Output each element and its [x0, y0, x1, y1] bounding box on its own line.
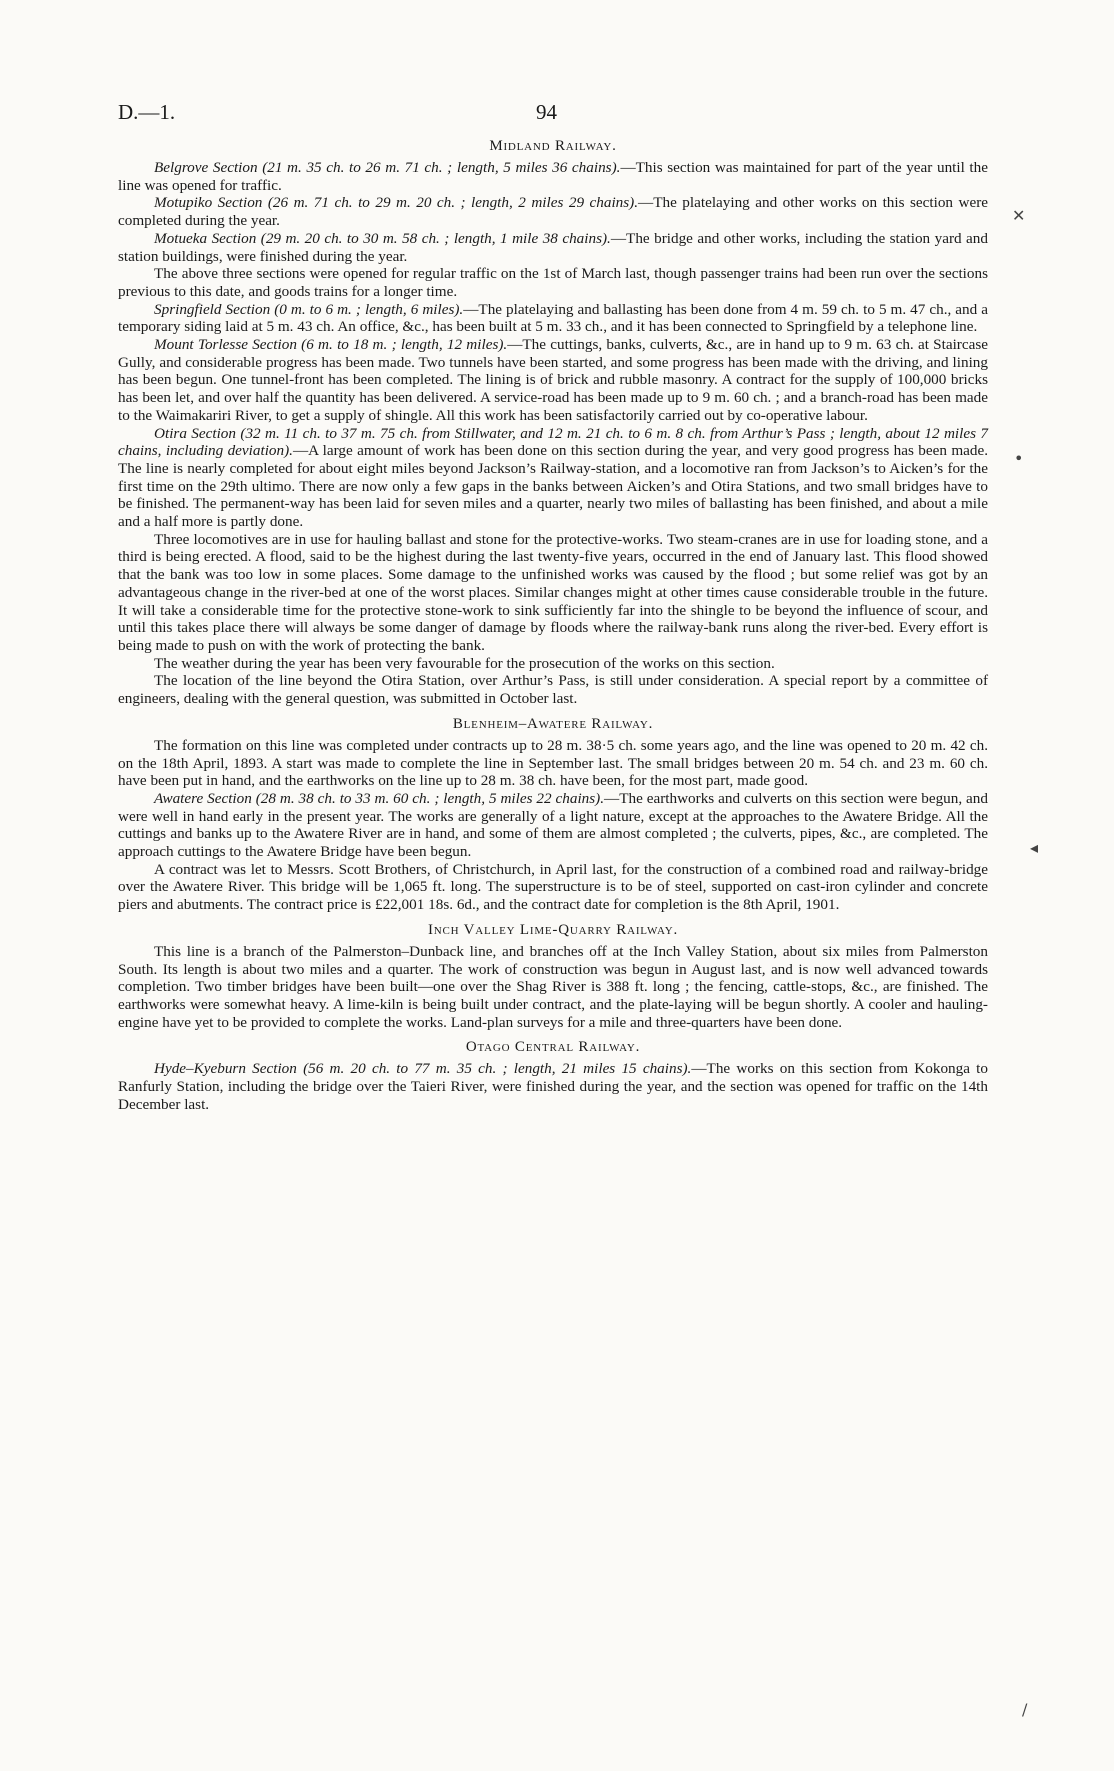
paragraph: Otira Section (32 m. 11 ch. to 37 m. 75 ch. from Stillwater, and 12 m. 21 ch. to 6 m. 8 ch. from Arthur’s Pass ; length, about 12 miles 7 chains, including deviation).—A large amount of work has been done on this section during the year, and very good progress has been made. The line is nearly completed for about eight miles beyond Jackson’s Railway-station, and a locomotive ran from Jackson’s to Aicken’s for the first time on the 29th ultimo. There are now only a few gaps in the banks between Aicken’s and Otira Stations, and two small bridges have to be finished. The permanent-way has been laid for seven miles and a quarter, nearly two miles of ballasting has been finished, and about a mile and a half more is partly done.: [118, 424, 989, 531]
section-heading-midland: Midland Railway.: [489, 138, 617, 154]
paragraph: Motueka Section (29 m. 20 ch. to 30 m. 58 ch. ; length, 1 mile 38 chains).—The bridge and other works, including the station yard and station buildings, were finished during the year.: [118, 229, 988, 265]
paragraph: The weather during the year has been very favourable for the prosecution of the works on this section.: [154, 654, 775, 672]
document-reference: D.—1.: [118, 100, 176, 124]
paragraph: This line is a branch of the Palmerston–Dunback line, and branches off at the Inch Valley Station, about six miles from Palmerston South. Its length is about two miles and a quarter. The work of construction was begun in August last, and is now well advanced towards completion. Two timber bridges have been built—one over the Shag River is 388 ft. long ; the fencing, cattle-stops, &c., are finished. The earthworks were somewhat heavy. A lime-kiln is being built under contract, and the plate-laying will be begun shortly. A cooler and hauling-engine have yet to be provided to complete the works. Land-plan surveys for a mile and three-quarters have been done.: [118, 942, 988, 1031]
section-heading-otago-central: Otago Central Railway.: [465, 1039, 641, 1056]
margin-mark-icon: ◂: [1030, 838, 1039, 857]
paragraph: Three locomotives are in use for hauling ballast and stone for the protective-works. Two steam-cranes are in use for loading stone, and a third is being erected. A flood, said to be the highest during the last twenty-five years, occurred in the end of January last. This flood showed that the bank was too low in some places. Some damage to the unfinished works was caused by the flood ; but some relief was got by an advantageous change in the river-bed at one of the worst places. Similar changes might at other times cause considerable trouble in the future. It will take a considerable time for the protective stone-work to sink sufficiently far into the shingle to be beyond the influence of scour, and until this takes place there will always be some danger of damage by floods where the railway-bank runs along the river-bed. Every effort is being made to push on with the work of protecting the bank.: [118, 530, 988, 654]
document-page: [118, 100, 988, 1113]
paragraph: Hyde–Kyeburn Section (56 m. 20 ch. to 77 m. 35 ch. ; length, 21 miles 15 chains).—The works on this section from Kokonga to Ranfurly Station, including the bridge over the Taieri River, were finished during the year, and the section was opened for traffic on the 14th December last.: [118, 1060, 988, 1113]
paragraph: Mount Torlesse Section (6 m. to 18 m. ; length, 12 miles).—The cuttings, banks, culverts, &c., are in hand up to 9 m. 63 ch. at Staircase Gully, and considerable progress has been made. Two tunnels have been started, and some progress has been made with the driving, and lining has been begun. One tunnel-front has been completed. The lining is of brick and rubble masonry. A contract for the supply of 100,000 bricks has been let, and over half the quantity has been delivered. A service-road has been made up to 9 m. 60 ch. ; and a branch-road has been made to the Waimakariri River, to get a supply of shingle. All this work has been satisfactorily carried out by co-operative labour.: [118, 336, 988, 424]
margin-mark-icon: ✕: [1012, 206, 1026, 225]
page-header: [118, 100, 988, 130]
paragraph: Motupiko Section (26 m. 71 ch. to 29 m. 20 ch. ; length, 2 miles 29 chains).—The platelaying and other works on this section were completed during the year.: [118, 194, 988, 230]
paragraph: Springfield Section (0 m. to 6 m. ; length, 6 miles).—The platelaying and ballasting has been done from 4 m. 59 ch. to 5 m. 47 ch., and a temporary siding laid at 5 m. 43 ch. An office, &c., has been built at 5 m. 33 ch., and it has been connected to Springfield by a telephone line.: [118, 300, 988, 336]
paragraph: Awatere Section (28 m. 38 ch. to 33 m. 60 ch. ; length, 5 miles 22 chains).—The earthworks and culverts on this section were begun, and were well in hand early in the present year. The works are generally of a light nature, except at the approaches to the Awatere Bridge. All the cuttings and banks up to the Awatere River are in hand, and some of them are almost completed ; the culverts, pipes, &c., are completed. The approach cuttings to the Awatere Bridge have been begun.: [118, 789, 988, 861]
paragraph: The above three sections were opened for regular traffic on the 1st of March last, though passenger trains had been run over the sections previous to this date, and goods trains for a longer time.: [118, 265, 988, 300]
section-heading-inch-valley: Inch Valley Lime-Quarry Railway.: [427, 921, 679, 938]
section-heading-blenheim-awatere: Blenheim–Awatere Railway.: [452, 715, 654, 732]
margin-mark-icon: /: [1022, 1700, 1028, 1719]
margin-mark-icon: •: [1014, 449, 1024, 468]
page-number: 94: [536, 100, 557, 124]
paragraph: A contract was let to Messrs. Scott Brothers, of Christchurch, in April last, for the construction of a combined road and railway-bridge over the Awatere River. This bridge will be 1,065 ft. long. The superstructure is to be of steel, supported on cast-iron cylinder and concrete piers and abutments. The contract price is £22,001 18s. 6d., and the contract date for completion is the 8th April, 1901.: [118, 860, 988, 914]
paragraph: The formation on this line was completed under contracts up to 28 m. 38·5 ch. some years ago, and the line was opened to 20 m. 42 ch. on the 18th April, 1893. A start was made to complete the line in September last. The small bridges between 20 m. 54 ch. and 23 m. 60 ch. have been put in hand, and the earthworks on the line up to 28 m. 38 ch. have been, for the most part, made good.: [118, 736, 988, 790]
paragraph: The location of the line beyond the Otira Station, over Arthur’s Pass, is still under consideration. A special report by a committee of engineers, dealing with the general question, was submitted in October last.: [118, 672, 988, 708]
paragraph: Belgrove Section (21 m. 35 ch. to 26 m. 71 ch. ; length, 5 miles 36 chains).—This section was maintained for part of the year until the line was opened for traffic.: [118, 159, 988, 194]
